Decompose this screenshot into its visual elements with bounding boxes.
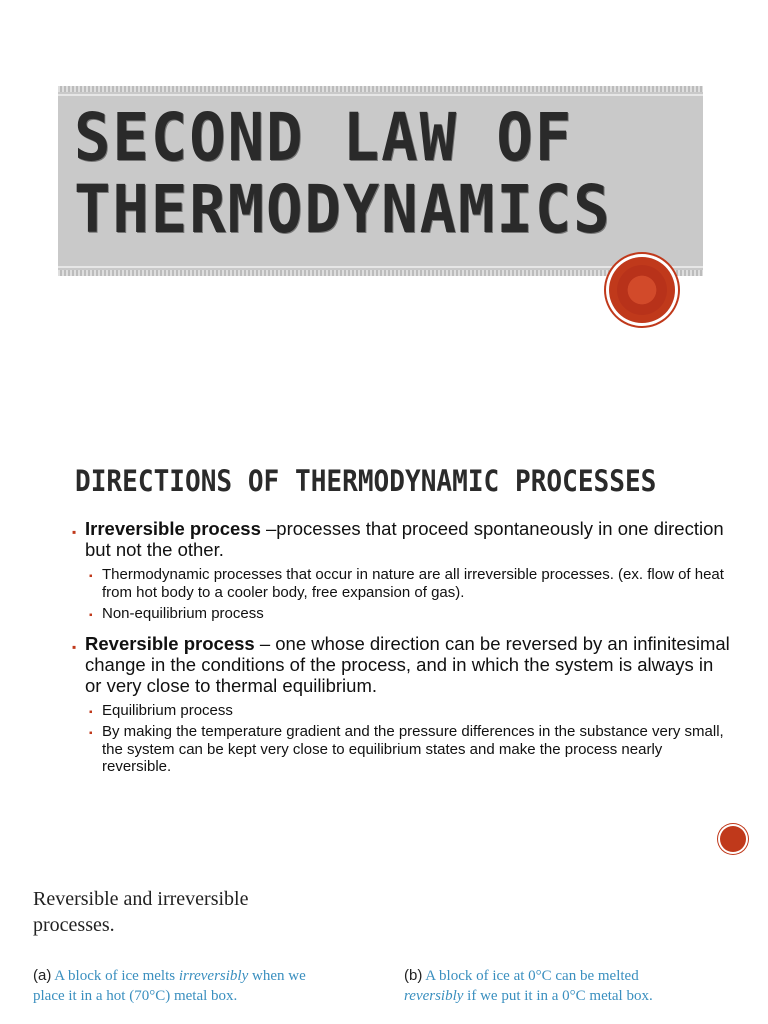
caption-a-text: A block of ice melts — [51, 968, 179, 984]
sub-bullet-text: Equilibrium process — [102, 701, 233, 719]
caption-a-line-2: place it in a hot (70°C) metal box. — [33, 988, 238, 1004]
figure-caption-b — [404, 966, 653, 1006]
caption-a-text-2: when we — [248, 968, 306, 984]
decorative-circle-icon — [720, 826, 746, 852]
caption-b-text-2: if we put it in a 0°C metal box. — [463, 988, 653, 1004]
bullet-irreversible — [72, 518, 732, 560]
slide-figure — [0, 870, 768, 1024]
title-band — [58, 86, 703, 276]
sub-bullet-text: Non-equilibrium process — [102, 605, 264, 622]
caption-line-2: processes. — [33, 914, 115, 936]
term-irreversible: Irreversible process — [85, 518, 261, 539]
caption-line-1: Reversible and irreversible — [33, 888, 249, 910]
slide-title — [0, 0, 768, 440]
slide-heading: DIRECTIONS OF THERMODYNAMIC PROCESSES — [75, 464, 657, 498]
caption-b-italic: reversibly — [404, 988, 464, 1004]
def-reversible: – one whose direction can be reversed by an infinitesimal change in the conditions of the process, and in which the system is always in or very close to thermal equilibrium. — [85, 632, 730, 696]
caption-a-italic: irreversibly — [178, 968, 249, 984]
sub-bullet-text: Thermodynamic processes that occur in nature are all irreversible processes. (ex. flow of heat from hot body to a cooler body, free expansion of gas). — [102, 566, 724, 601]
bullet-square-icon: ▪ — [89, 610, 93, 621]
def-irreversible: –processes that proceed spontaneously in one direction but not the other. — [85, 518, 724, 560]
bullet-list — [72, 518, 732, 780]
figure-caption-title — [33, 886, 248, 938]
bullet-reversible — [72, 633, 732, 696]
slide-directions — [0, 440, 768, 870]
title-line-1: SECOND LAW OF — [74, 99, 574, 176]
term-reversible: Reversible process — [85, 632, 255, 654]
bullet-square-icon: ▪ — [89, 571, 93, 582]
label-a: (a) — [33, 967, 52, 984]
decorative-circle-icon — [609, 257, 675, 323]
band-stripe-mid — [58, 94, 703, 96]
decorative-circle-inner — [617, 265, 667, 315]
title-line-2: THERMODYNAMICS — [74, 171, 612, 248]
bullet-square-icon: ▪ — [72, 639, 77, 654]
sub-bullet-text: By making the temperature gradient and the pressure differences in the substance very small, the system can be kept very close to equilibrium states and make the process nearly reversible. — [102, 723, 724, 775]
bullet-square-icon: ▪ — [89, 706, 93, 718]
sub-bullet — [72, 723, 732, 776]
label-b: (b) — [404, 967, 423, 984]
bullet-square-icon: ▪ — [72, 525, 77, 539]
band-stripe-bottom — [58, 270, 703, 276]
sub-bullet — [72, 702, 732, 720]
sub-bullet — [72, 566, 732, 601]
sub-bullet — [72, 605, 732, 623]
band-stripe-mid2 — [58, 266, 703, 268]
slide-title-text — [74, 99, 612, 248]
figure-caption-a — [33, 966, 306, 1006]
band-stripe-top — [58, 86, 703, 92]
caption-b-text: A block of ice at 0°C can be melted — [422, 968, 639, 984]
bullet-square-icon: ▪ — [89, 728, 93, 739]
